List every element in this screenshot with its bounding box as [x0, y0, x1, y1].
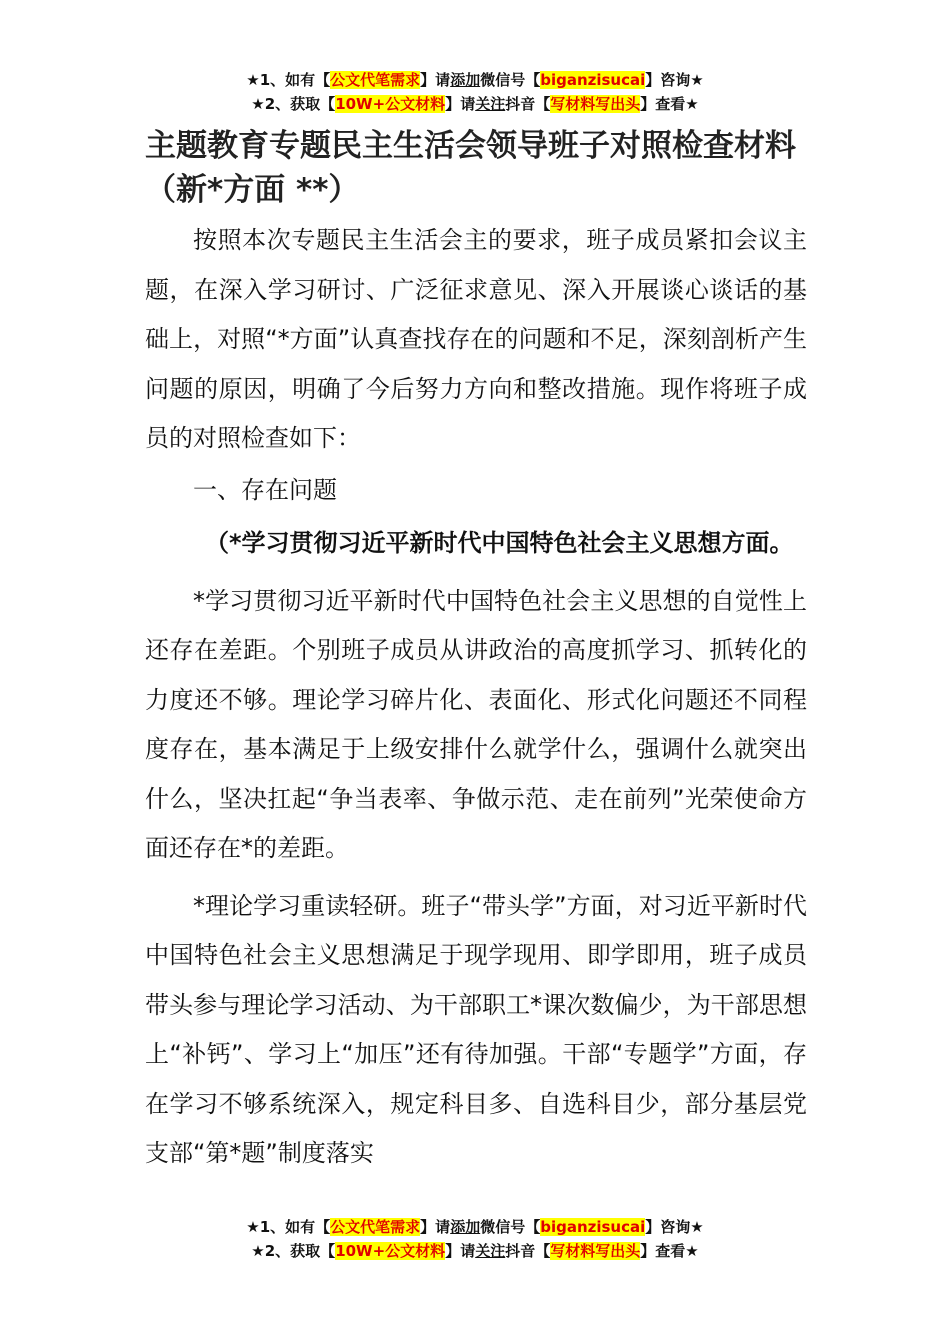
subsection-heading: （*学习贯彻习近平新时代中国特色社会主义思想方面。 [205, 529, 794, 557]
banner-text: ★1、如有【 [246, 1218, 331, 1236]
banner-text: 抖音【 [505, 1242, 551, 1260]
banner-underline-text: 添加 [450, 71, 481, 89]
document-title: 主题教育专题民主生活会领导班子对照检查材料（新*方面 **） [145, 128, 796, 208]
banner-text: 】查看★ [640, 95, 699, 113]
banner-text: 微信号【 [480, 1218, 541, 1236]
banner-text: 】请 [445, 1242, 476, 1260]
document-body [145, 124, 807, 1179]
banner-text: ★2、获取【 [251, 1242, 336, 1260]
body-paragraph-2: *理论学习重读轻研。班子“带头学”方面，对习近平新时代中国特色社会主义思想满足于现学现用、即学即用，班子成员带头参与理论学习活动、为干部职工*课次数偏少，为干部思想上“补钙”、学习上“加压”还有待加强。干部“专题学”方面，存在学习不够系统深入，规定科目多、自选科目少，部分基层党支部“第*题”制度落实 [145, 891, 807, 1167]
banner-highlight: 写材料写出头 [550, 95, 641, 113]
banner-text: 】查看★ [640, 1242, 699, 1260]
banner-highlight: biganzisucai [540, 1218, 646, 1236]
banner-text: 微信号【 [480, 71, 541, 89]
banner-highlight: 写材料写出头 [550, 1242, 641, 1260]
banner-text: 】请 [445, 95, 476, 113]
banner-highlight: 10W+公文材料 [335, 1242, 446, 1260]
intro-paragraph: 按照本次专题民主生活会主的要求，班子成员紧扣会议主题，在深入学习研讨、广泛征求意见、深入开展谈心谈话的基础上，对照“*方面”认真查找存在的问题和不足，深刻剖析产生问题的原因，明确了今后努力方向和整改措施。现作将班子成员的对照检查如下： [145, 226, 807, 452]
banner-line-1 [0, 1215, 950, 1239]
banner-highlight: 公文代笔需求 [330, 1218, 421, 1236]
banner-top [0, 68, 950, 116]
banner-line-2 [0, 92, 950, 116]
banner-text: 】请 [420, 71, 451, 89]
banner-underline-text: 添加 [450, 1218, 481, 1236]
banner-text: 】咨询★ [645, 71, 704, 89]
banner-text: 抖音【 [505, 95, 551, 113]
banner-underline-text: 关注 [475, 1242, 506, 1260]
banner-highlight: 公文代笔需求 [330, 71, 421, 89]
banner-highlight: 10W+公文材料 [335, 95, 446, 113]
banner-line-2 [0, 1239, 950, 1263]
banner-text: ★1、如有【 [246, 71, 331, 89]
banner-line-1 [0, 68, 950, 92]
banner-underline-text: 关注 [475, 95, 506, 113]
banner-bottom [0, 1215, 950, 1263]
banner-highlight: biganzisucai [540, 71, 646, 89]
banner-text: ★2、获取【 [251, 95, 336, 113]
section-heading: 一、存在问题 [193, 475, 337, 504]
body-paragraph-1: *学习贯彻习近平新时代中国特色社会主义思想的自觉性上还存在差距。个别班子成员从讲政治的高度抓学习、抓转化的力度还不够。理论学习碎片化、表面化、形式化问题还不同程度存在，基本满足于上级安排什么就学什么，强调什么就突出什么，坚决扛起“争当表率、争做示范、走在前列”光荣使命方面还存在*的差距。 [145, 586, 807, 862]
banner-text: 】请 [420, 1218, 451, 1236]
banner-text: 】咨询★ [645, 1218, 704, 1236]
